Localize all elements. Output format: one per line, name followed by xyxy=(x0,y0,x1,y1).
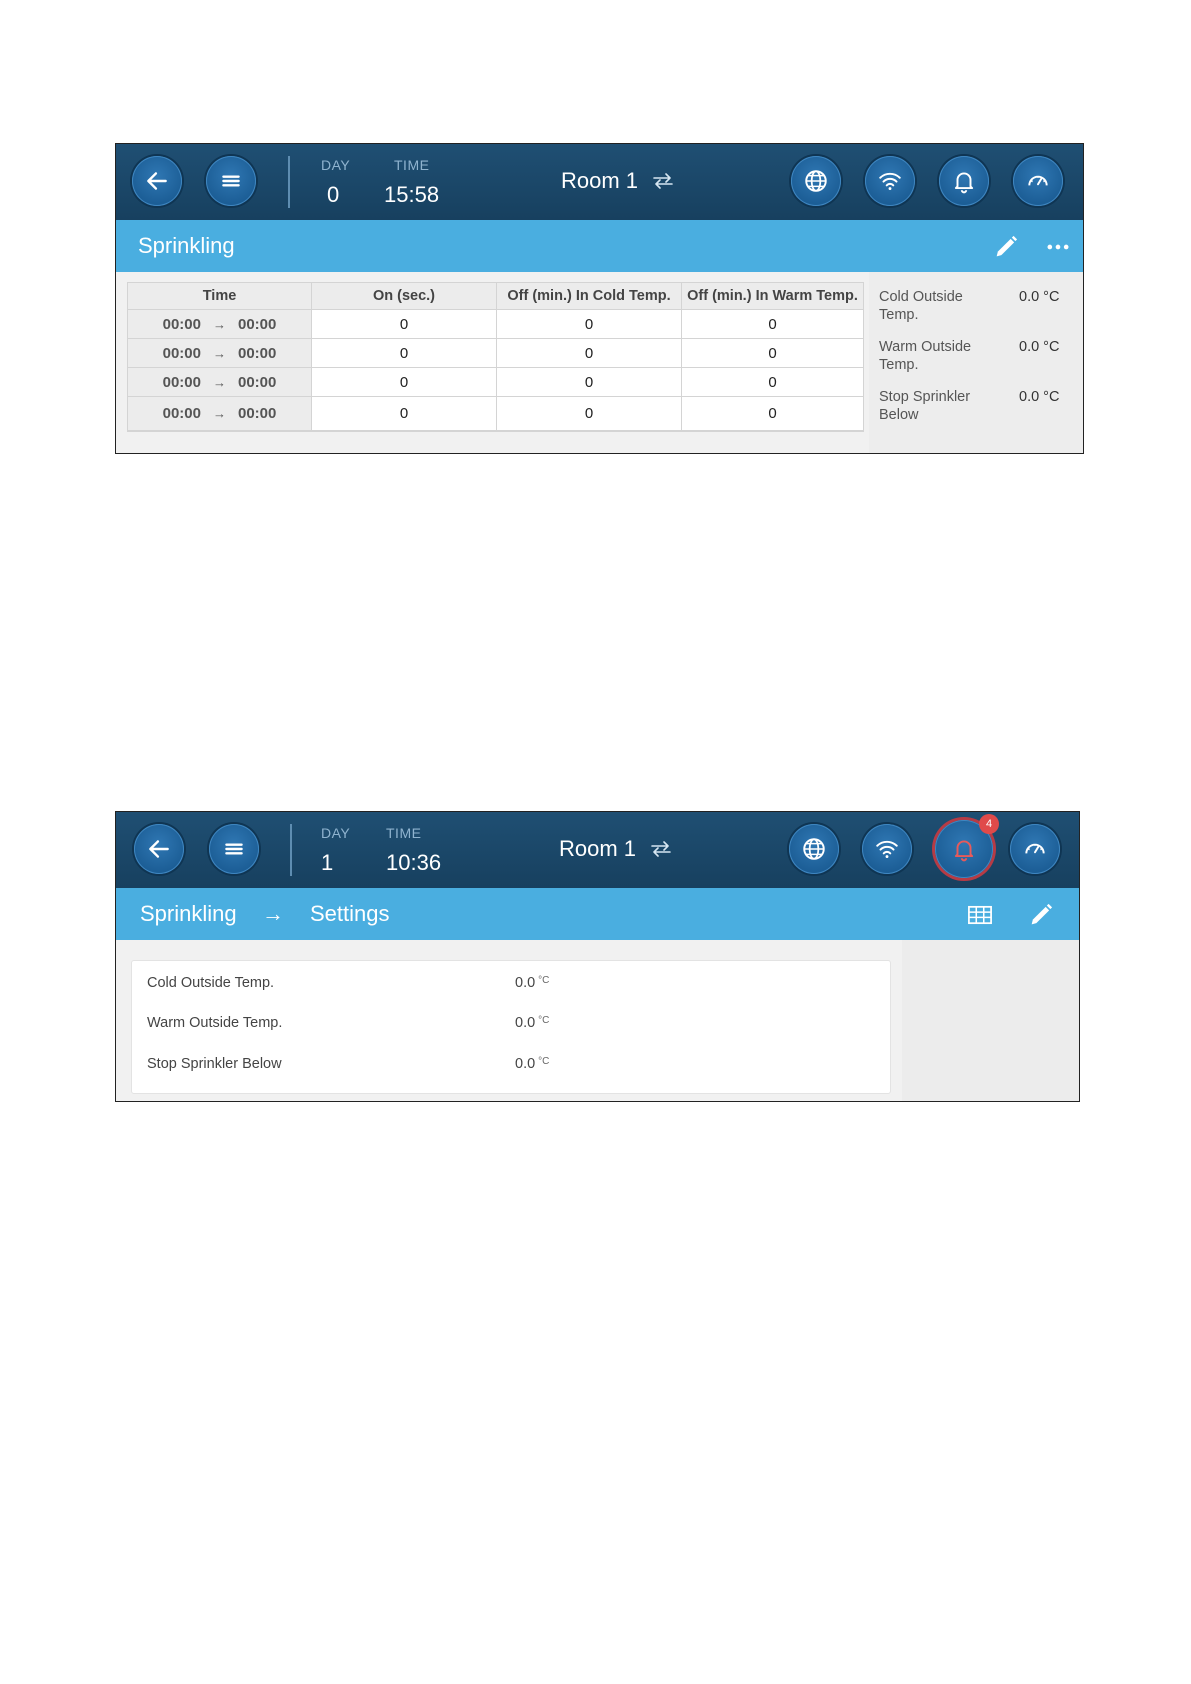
off-cold-cell[interactable]: 0 xyxy=(497,310,682,339)
setting-name: Stop Sprinkler Below xyxy=(879,389,971,423)
title-bar xyxy=(116,888,1079,940)
time-range-cell[interactable] xyxy=(128,368,312,397)
off-warm-cell[interactable]: 0 xyxy=(682,368,864,397)
swap-icon xyxy=(652,173,674,189)
day-value: 1 xyxy=(321,850,334,875)
setting-name: Warm Outside Temp. xyxy=(147,1015,283,1031)
menu-button[interactable] xyxy=(209,824,259,874)
on-sec-cell[interactable]: 0 xyxy=(312,368,497,397)
breadcrumb-current: Settings xyxy=(310,901,390,926)
header-divider xyxy=(290,824,292,876)
table-row[interactable] xyxy=(128,339,863,368)
pencil-icon xyxy=(992,233,1020,261)
room-name: Room 1 xyxy=(561,168,639,193)
day-label: DAY xyxy=(321,825,351,841)
value-number: 0.0 xyxy=(515,1015,536,1031)
gauge-icon xyxy=(1022,836,1048,862)
sprinkling-settings-screen xyxy=(115,811,1080,1102)
off-cold-cell[interactable]: 0 xyxy=(497,339,682,368)
setting-value: 0.0 °C xyxy=(1019,339,1060,355)
breadcrumb-separator: → xyxy=(262,901,284,926)
day-value: 0 xyxy=(327,182,340,207)
globe-icon xyxy=(801,836,827,862)
time-range-cell[interactable] xyxy=(128,310,312,339)
top-bar xyxy=(116,144,1083,220)
bell-icon xyxy=(951,168,977,194)
back-button[interactable] xyxy=(134,824,184,874)
more-button[interactable] xyxy=(1043,232,1073,262)
sprinkling-screen xyxy=(115,143,1084,454)
on-sec-cell[interactable]: 0 xyxy=(312,310,497,339)
alarm-button[interactable] xyxy=(935,820,993,878)
menu-icon xyxy=(218,168,244,194)
warm-outside-temp-row xyxy=(147,1015,880,1039)
bell-icon xyxy=(951,836,977,862)
time-to: 00:00 xyxy=(238,344,277,362)
cold-outside-temp-row xyxy=(147,975,880,999)
settings-card xyxy=(131,960,891,1094)
room-name: Room 1 xyxy=(559,836,637,861)
setting-name: Warm Outside Temp. xyxy=(879,339,972,373)
time-from: 00:00 xyxy=(162,344,201,362)
time-label: TIME xyxy=(386,825,422,841)
wifi-icon xyxy=(874,836,900,862)
table-view-button[interactable] xyxy=(965,900,995,930)
wifi-icon xyxy=(877,168,903,194)
time-range-cell[interactable] xyxy=(128,339,312,368)
pencil-icon xyxy=(1027,901,1055,929)
page-title: Sprinkling xyxy=(138,233,235,258)
time-value: 15:58 xyxy=(384,182,440,207)
settings-summary-panel xyxy=(869,272,1083,453)
value-unit: °C xyxy=(538,975,550,986)
setting-value: 0.0 °C xyxy=(1019,389,1060,405)
stop-sprinkler-below-row xyxy=(147,1056,880,1080)
time-label: TIME xyxy=(394,157,430,173)
value-unit: °C xyxy=(538,1056,550,1067)
on-sec-cell[interactable]: 0 xyxy=(312,339,497,368)
room-selector[interactable] xyxy=(559,836,672,862)
column-header: Off (min.) In Warm Temp. xyxy=(682,283,864,310)
setting-value xyxy=(515,975,549,991)
header-divider xyxy=(288,156,290,208)
back-arrow-icon xyxy=(146,836,172,862)
wifi-button[interactable] xyxy=(862,824,912,874)
program-table xyxy=(128,283,863,431)
menu-icon xyxy=(221,836,247,862)
time-range-cell[interactable] xyxy=(128,397,312,431)
column-header: On (sec.) xyxy=(312,283,497,310)
on-sec-cell[interactable]: 0 xyxy=(312,397,497,431)
range-arrow: → xyxy=(213,316,226,332)
table-header-row xyxy=(128,283,863,310)
room-selector[interactable] xyxy=(561,168,674,194)
time-to: 00:00 xyxy=(238,373,277,391)
setting-name: Cold Outside Temp. xyxy=(147,975,275,991)
swap-icon xyxy=(650,841,672,857)
table-row[interactable] xyxy=(128,368,863,397)
setting-value xyxy=(515,1015,549,1031)
setting-value xyxy=(515,1056,549,1072)
back-button[interactable] xyxy=(132,156,182,206)
table-row[interactable] xyxy=(128,310,863,339)
title-bar xyxy=(116,220,1083,272)
time-value: 10:36 xyxy=(386,850,442,875)
gauge-button[interactable] xyxy=(1013,156,1063,206)
back-arrow-icon xyxy=(144,168,170,194)
breadcrumb-parent[interactable]: Sprinkling xyxy=(140,901,237,926)
time-to: 00:00 xyxy=(238,405,277,422)
time-from: 00:00 xyxy=(162,373,201,391)
globe-button[interactable] xyxy=(789,824,839,874)
time-from: 00:00 xyxy=(162,315,201,333)
range-arrow: → xyxy=(213,374,226,390)
off-cold-cell[interactable]: 0 xyxy=(497,397,682,431)
gauge-icon xyxy=(1025,168,1051,194)
setting-value: 0.0 °C xyxy=(1019,289,1060,305)
value-number: 0.0 xyxy=(515,1056,536,1072)
off-warm-cell[interactable]: 0 xyxy=(682,310,864,339)
alarm-button[interactable] xyxy=(939,156,989,206)
setting-name: Stop Sprinkler Below xyxy=(147,1056,282,1072)
globe-button[interactable] xyxy=(791,156,841,206)
grid-table-icon xyxy=(966,901,994,929)
day-label: DAY xyxy=(321,157,351,173)
off-cold-cell[interactable]: 0 xyxy=(497,368,682,397)
column-header: Time xyxy=(128,283,312,310)
edit-button[interactable] xyxy=(991,232,1021,262)
column-header: Off (min.) In Cold Temp. xyxy=(497,283,682,310)
range-arrow: → xyxy=(213,406,226,421)
range-arrow: → xyxy=(213,345,226,361)
table-row[interactable] xyxy=(128,397,863,431)
value-unit: °C xyxy=(538,1015,550,1026)
value-number: 0.0 xyxy=(515,975,536,991)
gauge-button[interactable] xyxy=(1010,824,1060,874)
time-to: 00:00 xyxy=(238,315,277,333)
globe-icon xyxy=(803,168,829,194)
off-warm-cell[interactable]: 0 xyxy=(682,339,864,368)
menu-button[interactable] xyxy=(206,156,256,206)
program-table-container xyxy=(127,282,864,432)
setting-name: Cold Outside Temp. xyxy=(879,289,963,323)
side-panel xyxy=(902,940,1079,1101)
wifi-button[interactable] xyxy=(865,156,915,206)
alarm-count-badge: 4 xyxy=(979,814,999,834)
time-from: 00:00 xyxy=(162,405,201,422)
top-bar xyxy=(116,812,1079,888)
edit-button[interactable] xyxy=(1026,900,1056,930)
off-warm-cell[interactable]: 0 xyxy=(682,397,864,431)
more-dots-icon xyxy=(1044,233,1072,261)
